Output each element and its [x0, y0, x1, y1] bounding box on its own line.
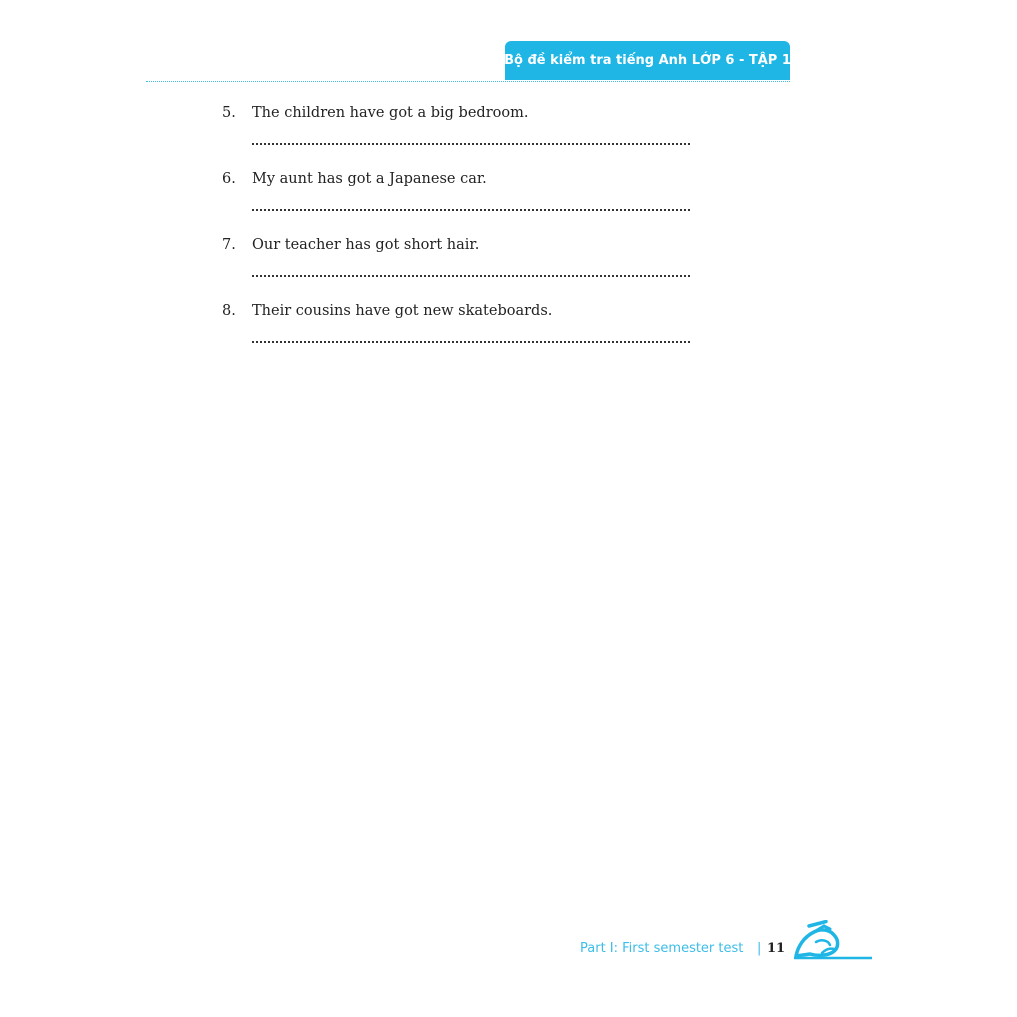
question-number: 8.: [222, 303, 236, 319]
answer-line[interactable]: [252, 209, 690, 211]
footer-separator: |: [757, 941, 762, 956]
answer-line[interactable]: [252, 275, 690, 277]
question-number: 6.: [222, 171, 236, 187]
question-text: The children have got a big bedroom.: [252, 105, 529, 121]
answer-line[interactable]: [252, 341, 690, 343]
book-title: Bộ đề kiểm tra tiếng Anh LỚP 6 - TẬP 1: [504, 53, 791, 68]
page-number: 11: [767, 941, 786, 956]
answer-line[interactable]: [252, 143, 690, 145]
question-number: 5.: [222, 105, 236, 121]
question-item: [222, 301, 702, 351]
question-item: [222, 235, 702, 285]
footer-part-label: Part I: First semester test: [580, 941, 744, 956]
header-divider: [146, 81, 790, 82]
question-text: My aunt has got a Japanese car.: [252, 171, 487, 187]
question-text: Their cousins have got new skateboards.: [252, 303, 553, 319]
header-tab: [505, 41, 790, 80]
question-item: [222, 103, 702, 153]
question-number: 7.: [222, 237, 236, 253]
question-item: [222, 169, 702, 219]
writing-hand-icon: [792, 920, 874, 962]
question-text: Our teacher has got short hair.: [252, 237, 480, 253]
